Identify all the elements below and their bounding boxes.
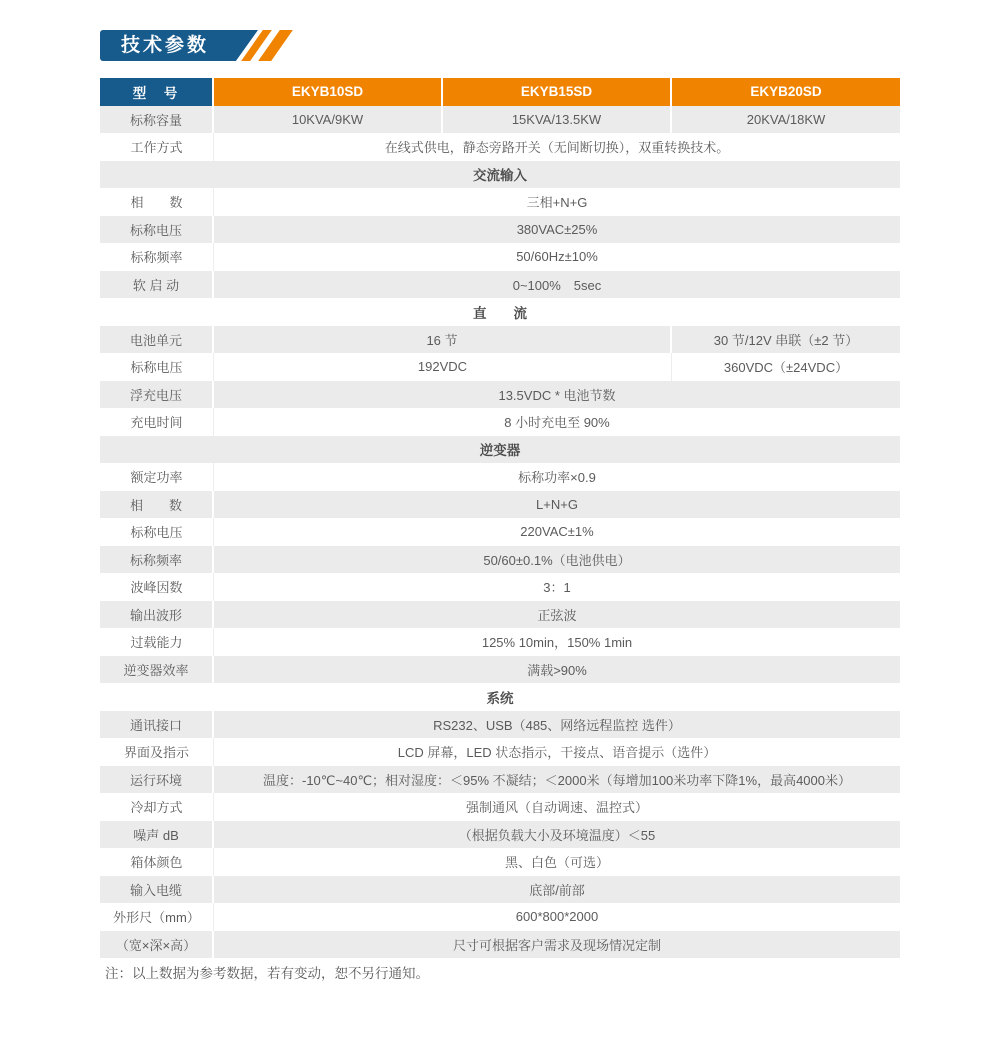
row-label: 工作方式 [100,133,214,161]
table-row [100,491,900,519]
row-label: 额定功率 [100,463,214,491]
row-label: 逆变器效率 [100,656,214,684]
table-row [100,133,900,161]
section-header-row [100,161,900,189]
table-row [100,738,900,766]
row-value: 黑、白色（可选） [214,848,900,876]
table-row [100,711,900,739]
row-value: LCD 屏幕，LED 状态指示，干接点、语音提示（选件） [214,738,900,766]
table-row [100,656,900,684]
table-row [100,573,900,601]
row-value: 600*800*2000 [214,903,900,931]
row-label: 箱体颜色 [100,848,214,876]
row-value: 三相+N+G [214,188,900,216]
table-row [100,353,900,381]
model-name: EKYB20SD [672,78,900,106]
row-value: 30 节/12V 串联（±2 节） [672,326,900,354]
table-row [100,243,900,271]
row-value: L+N+G [214,491,900,519]
row-label: 界面及指示 [100,738,214,766]
table-row [100,463,900,491]
table-row [100,793,900,821]
section-title: 逆变器 [100,436,900,464]
row-value: 192VDC [214,353,672,381]
table-row [100,903,900,931]
row-value: 尺寸可根据客户需求及现场情况定制 [214,931,900,959]
row-label: 标称频率 [100,243,214,271]
section-title: 交流输入 [100,161,900,189]
row-label: 波峰因数 [100,573,214,601]
row-value: 13.5VDC * 电池节数 [214,381,900,409]
row-value: 满载>90% [214,656,900,684]
table-row [100,821,900,849]
row-value: 50/60Hz±10% [214,243,900,271]
row-label: 冷却方式 [100,793,214,821]
section-header-row [100,683,900,711]
row-label: 标称容量 [100,106,214,134]
row-value: 220VAC±1% [214,518,900,546]
table-row [100,271,900,299]
row-label: 软 启 动 [100,271,214,299]
spec-table [100,78,900,958]
row-label: 输出波形 [100,601,214,629]
row-value: 360VDC（±24VDC） [672,353,900,381]
row-value: 16 节 [214,326,672,354]
table-row [100,546,900,574]
table-row [100,628,900,656]
table-header-row [100,78,900,106]
table-row [100,106,900,134]
row-value: 20KVA/18KW [672,106,900,134]
row-label: （宽×深×高） [100,931,214,959]
table-row [100,216,900,244]
row-label: 电池单元 [100,326,214,354]
row-label: 相 数 [100,491,214,519]
row-value: 10KVA/9KW [214,106,443,134]
row-value: RS232、USB（485、网络远程监控 选件） [214,711,900,739]
row-value: 强制通风（自动调速、温控式） [214,793,900,821]
row-label: 通讯接口 [100,711,214,739]
row-label: 相 数 [100,188,214,216]
model-name: EKYB15SD [443,78,672,106]
row-label: 标称电压 [100,518,214,546]
table-row [100,188,900,216]
table-row [100,381,900,409]
row-value: 50/60±0.1%（电池供电） [214,546,900,574]
row-label: 标称频率 [100,546,214,574]
row-value: 标称功率×0.9 [214,463,900,491]
row-value: 380VAC±25% [214,216,900,244]
table-row [100,931,900,959]
table-row [100,326,900,354]
table-row [100,876,900,904]
row-value: 15KVA/13.5KW [443,106,672,134]
section-banner [100,30,300,61]
row-label: 运行环境 [100,766,214,794]
table-row [100,848,900,876]
row-value: 温度：-10℃~40℃；相对湿度：＜95% 不凝结；＜2000米（每增加100米功率下降1%，最高4000米） [214,766,900,794]
page-title: 技术参数 [121,35,210,56]
section-title: 系统 [100,683,900,711]
model-column-header: 型 号 [100,78,214,106]
table-row [100,518,900,546]
row-label: 输入电缆 [100,876,214,904]
row-label: 过载能力 [100,628,214,656]
model-name: EKYB10SD [214,78,443,106]
row-label: 标称电压 [100,216,214,244]
row-value: 8 小时充电至 90% [214,408,900,436]
row-value: 底部/前部 [214,876,900,904]
row-label: 充电时间 [100,408,214,436]
row-label: 噪声 dB [100,821,214,849]
row-value: 正弦波 [214,601,900,629]
row-label: 浮充电压 [100,381,214,409]
row-value: 0~100% 5sec [214,271,900,299]
table-row [100,601,900,629]
row-label: 标称电压 [100,353,214,381]
row-value: （根据负载大小及环境温度）＜55 [214,821,900,849]
row-value: 在线式供电，静态旁路开关（无间断切换），双重转换技术。 [214,133,900,161]
section-title: 直 流 [100,298,900,326]
row-value: 3：1 [214,573,900,601]
section-header-row [100,298,900,326]
footnote: 注：以上数据为参考数据，若有变动，恕不另行通知。 [105,966,429,981]
table-row [100,408,900,436]
table-row [100,766,900,794]
row-value: 125% 10min，150% 1min [214,628,900,656]
row-label: 外形尺（mm） [100,903,214,931]
section-header-row [100,436,900,464]
